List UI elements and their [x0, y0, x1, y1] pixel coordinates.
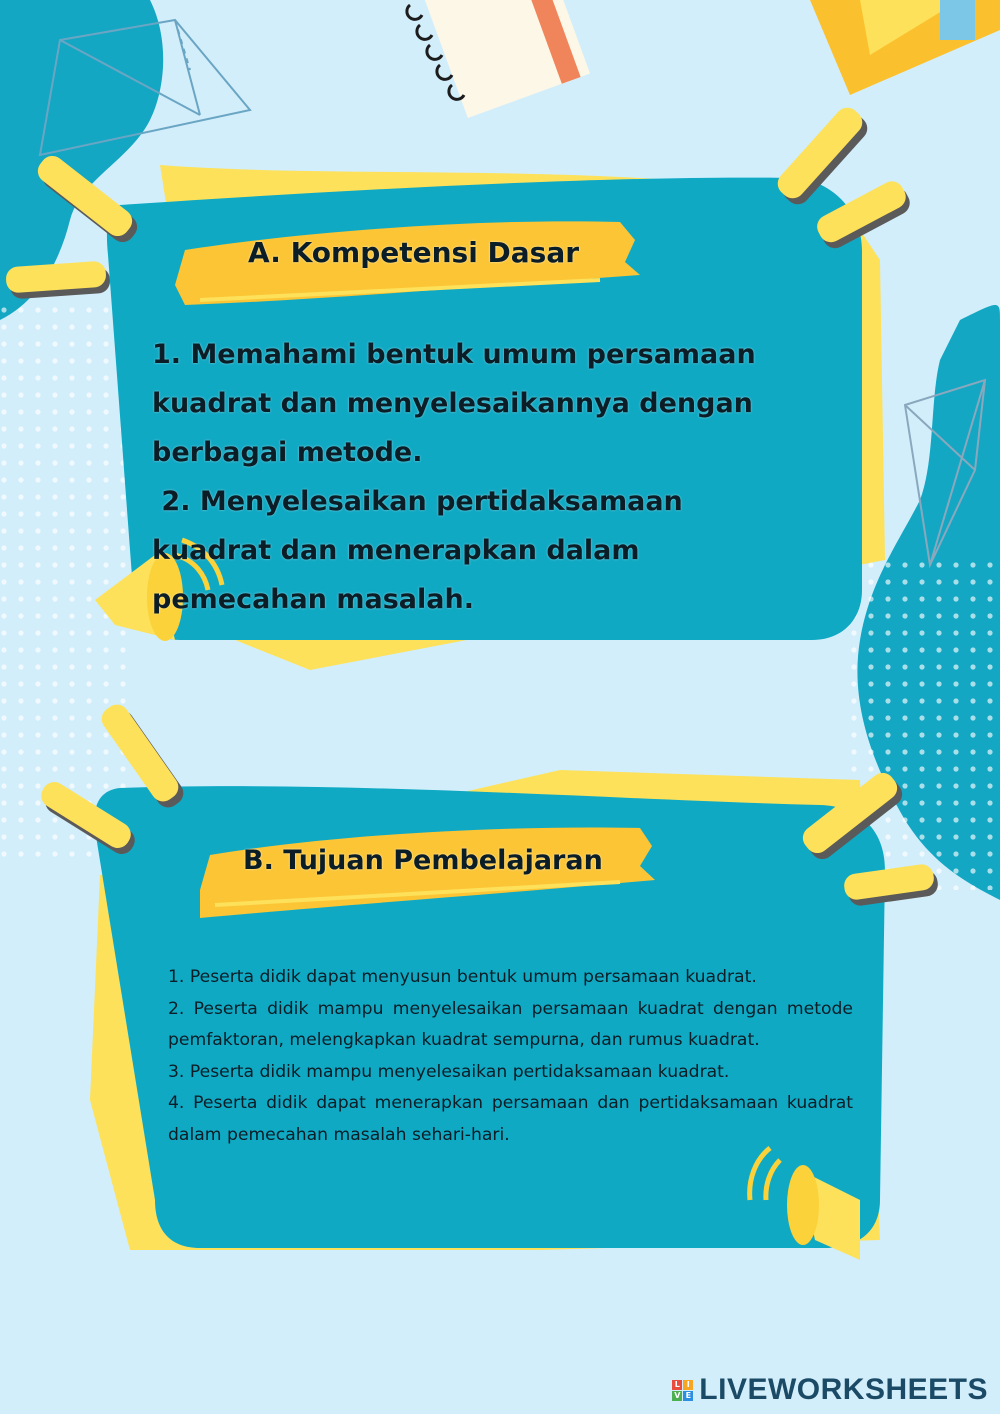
section-b-item: 1. Peserta didik dapat menyusun bentuk umum persamaan kuadrat.: [168, 967, 757, 987]
section-a-title: A. Kompetensi Dasar: [248, 236, 580, 269]
brand-name: LIVEWORKSHEETS: [699, 1373, 988, 1406]
liveworksheets-logo[interactable]: [672, 1374, 988, 1406]
section-b-item: 2. Peserta didik mampu menyelesaikan persamaan kuadrat dengan metode pemfaktoran, melengkapkan kuadrat sempurna, dan rumus kuadrat.: [168, 998, 853, 1050]
section-b-body: [168, 962, 853, 1151]
section-b-title: B. Tujuan Pembelajaran: [243, 845, 603, 876]
section-a-body: [152, 330, 772, 624]
section-b-item: 3. Peserta didik mampu menyelesaikan pertidaksamaan kuadrat.: [168, 1061, 730, 1082]
logo-mark-icon: L I V E: [672, 1380, 693, 1401]
section-b-item: 4. Peserta didik dapat menerapkan persamaan dan pertidaksamaan kuadrat dalam pemecahan masalah sehari-hari.: [168, 1093, 853, 1145]
section-a-item: 2. Menyelesaikan pertidaksamaan kuadrat dan menerapkan dalam pemecahan masalah.: [152, 486, 693, 615]
notebook-decoration: [407, 0, 590, 118]
section-a-item: 1. Memahami bentuk umum persamaan kuadrat dan menyelesaikannya dengan berbagai metode.: [152, 339, 756, 468]
